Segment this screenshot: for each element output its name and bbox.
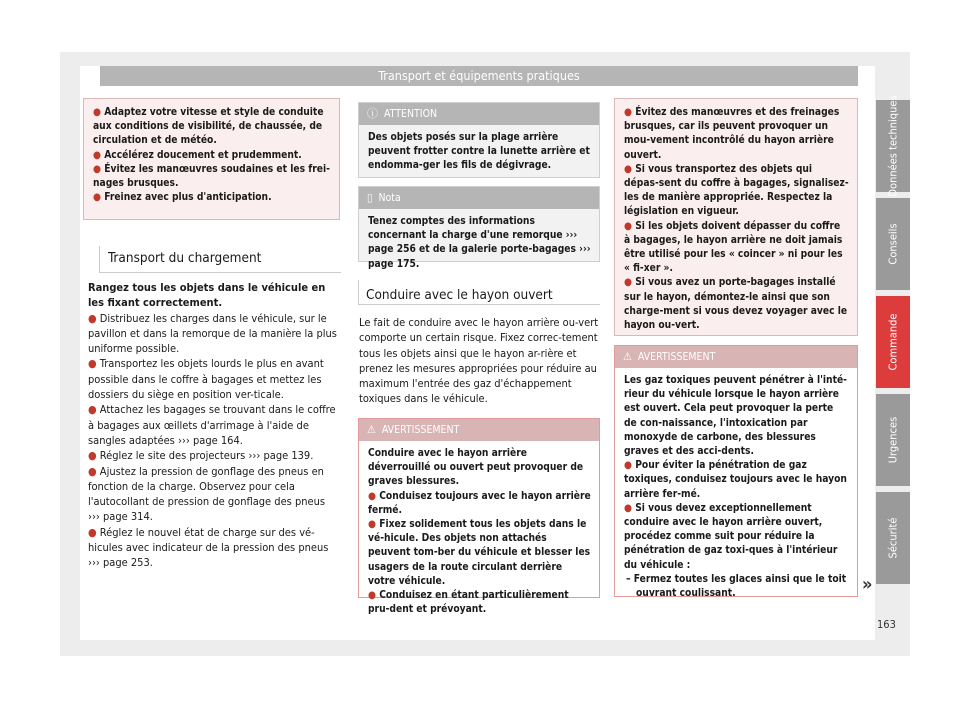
section-marker — [99, 246, 100, 272]
safety-tips-box: ● Adaptez votre vitesse et style de conduite aux conditions de visibilité, de chaussée, de circulation et de météo. ● Accélérez doucement et prudemment. ● Évitez les manœuvres soudaines et les frei-nages brusques. ● Freinez avec plus d'anticipation. — [83, 98, 340, 220]
section-divider — [99, 272, 341, 273]
warning-1-bullet-3: Conduisez en étant particulièrement pru-dent et prévoyant. — [368, 590, 569, 616]
tab-donnees-techniques[interactable]: Données techniques — [876, 100, 910, 192]
warning-2-intro: Les gaz toxiques peuvent pénétrer à l'inté-rieur du véhicule lorsque le hayon arrière est ouvert. Cela peut provoquer la perte de con-naissance, l'intoxication par monoxyde de carbone, des blessures graves et des acci-dents. — [624, 375, 847, 458]
page-number: 163 — [877, 618, 896, 631]
tab-securite[interactable]: Sécurité — [876, 492, 910, 584]
warning-2-bullet-1: Pour éviter la pénétration de gaz toxiques, conduisez toujours avec le hayon arrière fer-mé. — [624, 460, 847, 500]
attention-text: Des objets posés sur la plage arrière peuvent frotter contre la lunette arrière et endomma-ger les fils de dégivrage. — [368, 132, 590, 172]
intro-text: Rangez tous les objets dans le véhicule en les fixant correctement. — [88, 281, 326, 310]
warning-box-1: ⚠ AVERTISSEMENT Conduire avec le hayon arrière déverrouillé ou ouvert peut provoquer de graves blessures. ● Conduisez toujours avec le hayon arrière fermé. ● Fixez solidement tous les objets dans le vé-hicule. Des objets non attachés peuvent tom-ber du véhicule et blesser les usagers de la route circulant derrière votre véhicule. ● Conduisez en étant particulièrement pru-dent et prévoyant. — [358, 418, 600, 598]
warning-2-dash: Fermez toutes les glaces ainsi que le toit ouvrant coulissant. — [633, 573, 847, 600]
item-6: Réglez le nouvel état de charge sur des vé-hicules avec indicateur de la pression des pneus ››› page 253. — [88, 525, 329, 570]
hayon-tip-3: Si les objets doivent dépasser du coffre à bagages, le hayon arrière ne doit jamais être utilisé pour les « coincer » ni pour les « fi-xer ». — [624, 220, 843, 275]
tip-1: Adaptez votre vitesse et style de conduite aux conditions de visibilité, de chaussée, de circulation et de météo. — [93, 107, 324, 147]
warning-2-bullet-2: Si vous devez exceptionnellement conduire avec le hayon arrière ouvert, procédez comme suit pour réduire la pénétration de gaz toxi-ques à l'intérieur du véhicule : — [624, 502, 838, 571]
tab-conseils[interactable]: Conseils — [876, 198, 910, 290]
nota-label: Nota — [378, 192, 401, 204]
warning-1-bullet-2: Fixez solidement tous les objets dans le vé-hicule. Des objets non attachés peuvent tom-ber du véhicule et blesser les usagers de la route circulant derrière votre véhicule. — [368, 519, 591, 587]
left-column-text: Rangez tous les objets dans le véhicule en les fixant correctement. ● Distribuez les charges dans le véhicule, sur le pavillon et dans la remorque de la manière la plus uniforme possible. ● Transportez les objets lourds le plus en avant possible dans le coffre à bagages et mettez les dossiers du siège en position ver-ticale. ● Attachez les bagages se trouvant dans le coffre à bagages aux œillets d'arrimage à l'aide de sangles adaptées ››› page 164. ● Réglez le site des projecteurs ››› page 139. ● Ajustez la pression de gonflage des pneus en fonction de la charge. Observez pour cela l'autocollant de pression de gonflage des pneus ››› page 314. ● Réglez le nouvel état de charge sur des vé-hicules avec indicateur de la pression des pneus ››› page 253. — [88, 280, 340, 571]
tip-2: Accélérez doucement et prudemment. — [104, 149, 302, 161]
tab-urgences[interactable]: Urgences — [876, 394, 910, 486]
warning-triangle-icon: ⚠ — [367, 423, 376, 436]
info-circle-icon: ⓘ — [367, 107, 378, 120]
section-marker-2 — [358, 280, 359, 304]
section-title-chargement: Transport du chargement — [108, 250, 262, 266]
attention-box — [358, 102, 600, 178]
item-2: Transportez les objets lourds le plus en avant possible dans le coffre à bagages et mettez les dossiers du siège en position ver-ticale. — [88, 357, 324, 402]
item-1: Distribuez les charges dans le véhicule, sur le pavillon et dans la remorque de la manière la plus uniforme possible. — [88, 311, 337, 356]
hayon-tips-box: ● Évitez des manœuvres et des freinages brusques, car ils peuvent provoquer un mou-vement incontrôlé du hayon arrière ouvert. ● Si vous transportez des objets qui dépas-sent du coffre à bagages, signalisez-les de manière appropriée. Respectez la législation en vigueur. ● Si les objets doivent dépasser du coffre à bagages, le hayon arrière ne doit jamais être utilisé pour les « coincer » ni pour les « fi-xer ». ● Si vous avez un porte-bagages installé sur le hayon, démontez-le ainsi que son charge-ment si vous devez voyager avec le hayon ou-vert. — [614, 98, 858, 336]
tip-3: Évitez les manœuvres soudaines et les frei-nages brusques. — [93, 163, 330, 190]
hayon-tip-1: Évitez des manœuvres et des freinages brusques, car ils peuvent provoquer un mou-vement incontrôlé du hayon arrière ouvert. — [624, 107, 840, 161]
item-3: Attachez les bagages se trouvant dans le coffre à bagages aux œillets d'arrimage à l'aide de sangles adaptées ››› page 164. — [88, 403, 336, 447]
continue-arrow-icon: » — [862, 574, 873, 595]
note-icon: ▯ — [367, 191, 373, 204]
warning-1-intro: Conduire avec le hayon arrière déverrouillé ou ouvert peut provoquer de graves blessures. — [368, 448, 584, 488]
tip-4: Freinez avec plus d'anticipation. — [104, 192, 272, 204]
warning-1-bullet-1: Conduisez toujours avec le hayon arrière fermé. — [368, 490, 591, 516]
page-header: Transport et équipements pratiques — [100, 66, 858, 86]
item-4: Réglez le site des projecteurs ››› page 139. — [99, 449, 314, 463]
warning-box-2: ⚠ AVERTISSEMENT Les gaz toxiques peuvent pénétrer à l'inté-rieur du véhicule lorsque le hayon arrière est ouvert. Cela peut provoquer la perte de con-naissance, l'intoxication par monoxyde de carbone, des blessures graves et des acci-dents. ● Pour éviter la pénétration de gaz toxiques, conduisez toujours avec le hayon arrière fer-mé. ● Si vous devez exceptionnellement conduire avec le hayon arrière ouvert, procédez comme suit pour réduire la pénétration de gaz toxi-ques à l'intérieur du véhicule : – Fermez toutes les glaces ainsi que le toit ouvrant coulissant. — [614, 345, 858, 597]
section-divider-2 — [358, 304, 600, 305]
warning-label-2: AVERTISSEMENT — [637, 351, 716, 363]
warning-triangle-icon: ⚠ — [623, 350, 632, 363]
tab-commande[interactable]: Commande — [876, 296, 910, 388]
attention-label: ATTENTION — [384, 108, 438, 120]
hayon-tip-2: Si vous transportez des objets qui dépas-sent du coffre à bagages, signalisez-les de manière appropriée. Respectez la législation en vigueur. — [624, 163, 849, 218]
section-title-hayon: Conduire avec le hayon ouvert — [366, 287, 553, 303]
nota-box — [358, 186, 600, 270]
hayon-paragraph: Le fait de conduire avec le hayon arrière ou-vert comporte un certain risque. Fixez correc-tement tous les objets ainsi que le hayon ar-rière et prenez les mesures appropriées pour réduire au maximum l'entrée des gaz d'échappement toxiques dans le véhicule. — [359, 316, 599, 406]
warning-label-1: AVERTISSEMENT — [381, 424, 460, 436]
hayon-tip-4: Si vous avez un porte-bagages installé sur le hayon, démontez-le ainsi que son charge-ment si vous devez voyager avec le hayon ou-vert. — [624, 277, 848, 332]
nota-text: Tenez comptes des informations concernant la charge d'une remorque ››› page 256 et de la galerie porte-bagages ››› page 175. — [368, 216, 591, 270]
item-5: Ajustez la pression de gonflage des pneus en fonction de la charge. Observez pour cela l'autocollant de pression de gonflage des pneus ››› page 314. — [88, 464, 326, 524]
